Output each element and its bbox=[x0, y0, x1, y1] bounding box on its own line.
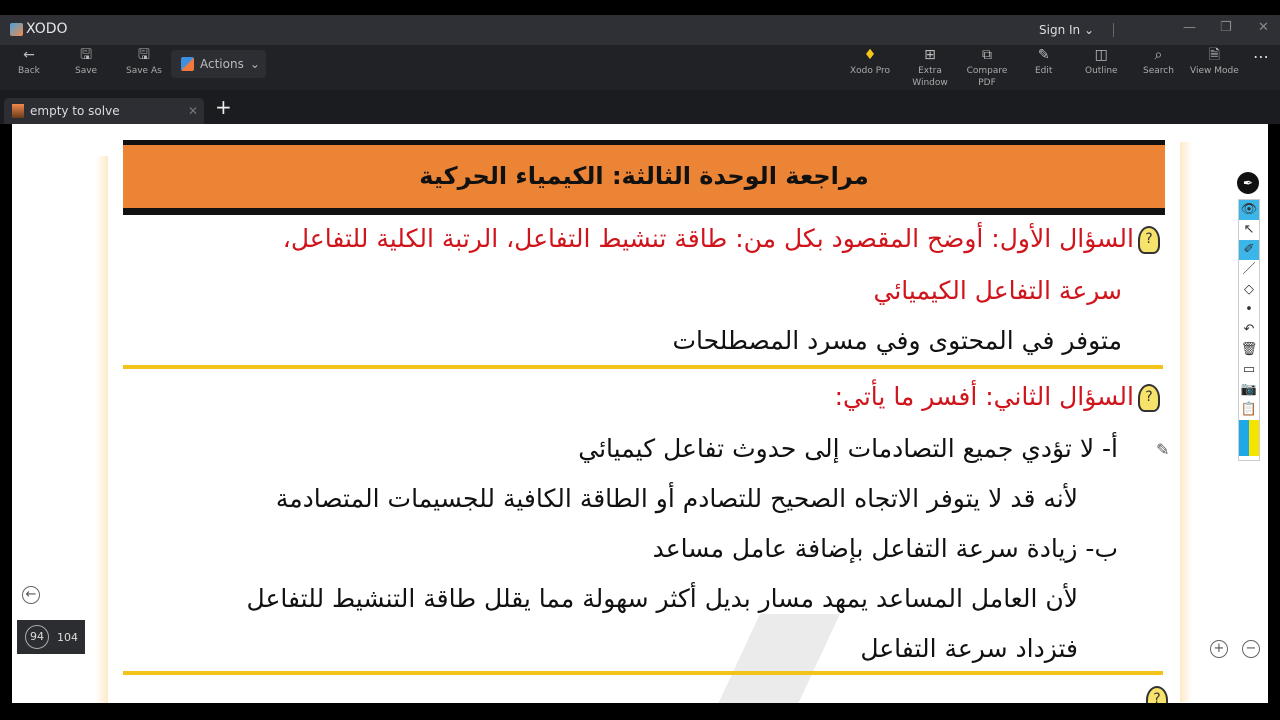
question-1-continued: سرعة التفاعل الكيميائي bbox=[873, 276, 1122, 305]
actions-dropdown[interactable] bbox=[171, 50, 266, 78]
compare-icon: ⧉ bbox=[982, 47, 992, 63]
page-indicator[interactable] bbox=[17, 620, 85, 654]
close-tab-icon[interactable]: ✕ bbox=[187, 104, 198, 118]
minimize-button[interactable]: — bbox=[1183, 20, 1196, 35]
view-mode-icon: 🗎 bbox=[1208, 47, 1220, 63]
eye-icon[interactable]: 👁 bbox=[1239, 200, 1259, 220]
tab-title: empty to solve bbox=[30, 104, 120, 118]
question-3-partial bbox=[1142, 684, 1168, 703]
answer-2b: لأن العامل المساعد يمهد مسار بديل أكثر سهولة مما يقلل طاقة التنشيط للتفاعل bbox=[246, 584, 1078, 613]
outline-button[interactable] bbox=[1085, 49, 1118, 77]
search-label: Search bbox=[1143, 66, 1174, 76]
divider bbox=[1113, 23, 1114, 37]
undo-icon[interactable]: ↶ bbox=[1243, 322, 1255, 337]
back-button[interactable] bbox=[18, 49, 40, 77]
actions-icon bbox=[181, 57, 194, 71]
arrow-left-icon: ← bbox=[23, 47, 35, 63]
actions-label: Actions bbox=[200, 57, 244, 71]
whiteboard-icon[interactable]: ▭ bbox=[1242, 362, 1256, 377]
question-1-text: السؤال الأول: أوضح المقصود بكل من: طاقة تنشيط التفاعل، الرتبة الكلية للتفاعل، bbox=[282, 224, 1134, 253]
pen-icon[interactable]: ／ bbox=[1242, 262, 1256, 277]
search-button[interactable] bbox=[1143, 49, 1174, 77]
chevron-down-icon: ⌄ bbox=[1083, 23, 1095, 37]
eraser-icon[interactable]: ◇ bbox=[1244, 282, 1254, 297]
question-2a: أ- لا تؤدي جميع التصادمات إلى حدوث تفاعل كيميائي bbox=[578, 434, 1118, 463]
app-logo bbox=[10, 21, 68, 37]
save-as-icon: 🖫 bbox=[137, 47, 150, 63]
save-as-label: Save As bbox=[126, 66, 162, 76]
save-button[interactable] bbox=[75, 49, 97, 77]
save-as-button[interactable] bbox=[126, 49, 162, 77]
answer-2a: لأنه قد لا يتوفر الاتجاه الصحيح للتصادم أو الطاقة الكافية للجسيمات المتصادمة bbox=[275, 484, 1078, 513]
zoom-out-button[interactable]: − bbox=[1242, 640, 1260, 658]
watermark bbox=[704, 614, 840, 703]
question-1 bbox=[283, 224, 1160, 254]
outline-label: Outline bbox=[1085, 66, 1118, 76]
tab-bar bbox=[0, 90, 1280, 124]
edit-label: Edit bbox=[1035, 66, 1053, 76]
xodo-pro-button[interactable] bbox=[850, 49, 890, 77]
view-mode-button[interactable] bbox=[1190, 49, 1239, 77]
answer-1: متوفر في المحتوى وفي مسرد المصطلحات bbox=[672, 326, 1122, 355]
total-pages: 104 bbox=[57, 630, 78, 644]
document-thumbnail-icon bbox=[12, 104, 24, 118]
restore-button[interactable]: ❐ bbox=[1220, 20, 1232, 35]
pencil-cursor-icon: ✎ bbox=[1156, 440, 1170, 459]
main-toolbar bbox=[0, 45, 1280, 90]
title-bar bbox=[0, 15, 1280, 45]
document-viewer bbox=[12, 124, 1268, 703]
diamond-icon: ♦ bbox=[863, 47, 877, 63]
edit-icon: ✎ bbox=[1037, 47, 1050, 63]
app-name: XODO bbox=[26, 21, 68, 37]
xodo-logo-icon bbox=[10, 23, 23, 36]
divider-yellow bbox=[123, 671, 1163, 675]
close-window-button[interactable]: ✕ bbox=[1258, 20, 1269, 35]
color-palette-icon[interactable] bbox=[1239, 420, 1259, 456]
previous-page-button[interactable]: ← bbox=[22, 586, 40, 604]
trash-icon[interactable]: 🗑 bbox=[1240, 342, 1258, 357]
compare-pdf-button[interactable] bbox=[966, 49, 1008, 89]
save-label: Save bbox=[75, 66, 98, 76]
back-label: Back bbox=[18, 66, 40, 76]
clipboard-icon[interactable]: 📋 bbox=[1240, 402, 1258, 417]
lightbulb-icon: ? bbox=[1146, 686, 1168, 703]
unit-review-header: مراجعة الوحدة الثالثة: الكيمياء الحركية bbox=[123, 140, 1165, 215]
question-2-text: السؤال الثاني: أفسر ما يأتي: bbox=[834, 382, 1134, 411]
sign-in-label: Sign In bbox=[1039, 23, 1081, 37]
new-tab-button[interactable]: + bbox=[215, 95, 232, 119]
page-edge-left bbox=[96, 156, 108, 703]
select-arrow-icon[interactable]: ↖ bbox=[1243, 222, 1255, 237]
pen-tool-logo-icon[interactable]: ✒ bbox=[1237, 172, 1259, 194]
question-2b: ب- زيادة سرعة التفاعل بإضافة عامل مساعد bbox=[652, 534, 1118, 563]
more-button[interactable]: ⋯ bbox=[1253, 47, 1269, 66]
search-icon: ⌕ bbox=[1154, 47, 1163, 63]
divider-yellow bbox=[123, 365, 1163, 369]
lightbulb-icon: ? bbox=[1138, 226, 1160, 254]
extra-window-icon: ⊞ bbox=[924, 47, 936, 63]
extra-window-label: Extra Window bbox=[912, 66, 948, 88]
save-icon: 🖫 bbox=[80, 47, 93, 63]
lightbulb-icon: ? bbox=[1138, 384, 1160, 412]
camera-icon[interactable]: 📷 bbox=[1240, 382, 1258, 397]
edit-button[interactable] bbox=[1035, 49, 1052, 77]
outline-icon: ◫ bbox=[1094, 47, 1108, 63]
sign-in-button[interactable] bbox=[1039, 23, 1094, 37]
highlighter-icon[interactable]: ✐ bbox=[1239, 240, 1259, 260]
compare-pdf-label: Compare PDF bbox=[966, 66, 1008, 88]
zoom-in-button[interactable]: + bbox=[1210, 640, 1228, 658]
page-edge-right bbox=[1180, 142, 1192, 702]
view-mode-label: View Mode bbox=[1190, 66, 1239, 76]
extra-window-button[interactable] bbox=[910, 49, 950, 89]
dot-icon[interactable]: • bbox=[1245, 302, 1253, 317]
question-2 bbox=[835, 382, 1160, 412]
current-page[interactable]: 94 bbox=[25, 625, 49, 649]
annotation-toolbar bbox=[1238, 199, 1260, 461]
xodo-pro-label: Xodo Pro bbox=[850, 66, 891, 76]
chevron-down-icon: ⌄ bbox=[249, 57, 260, 71]
document-tab[interactable] bbox=[4, 98, 204, 124]
answer-2b-continued: فتزداد سرعة التفاعل bbox=[860, 634, 1078, 663]
